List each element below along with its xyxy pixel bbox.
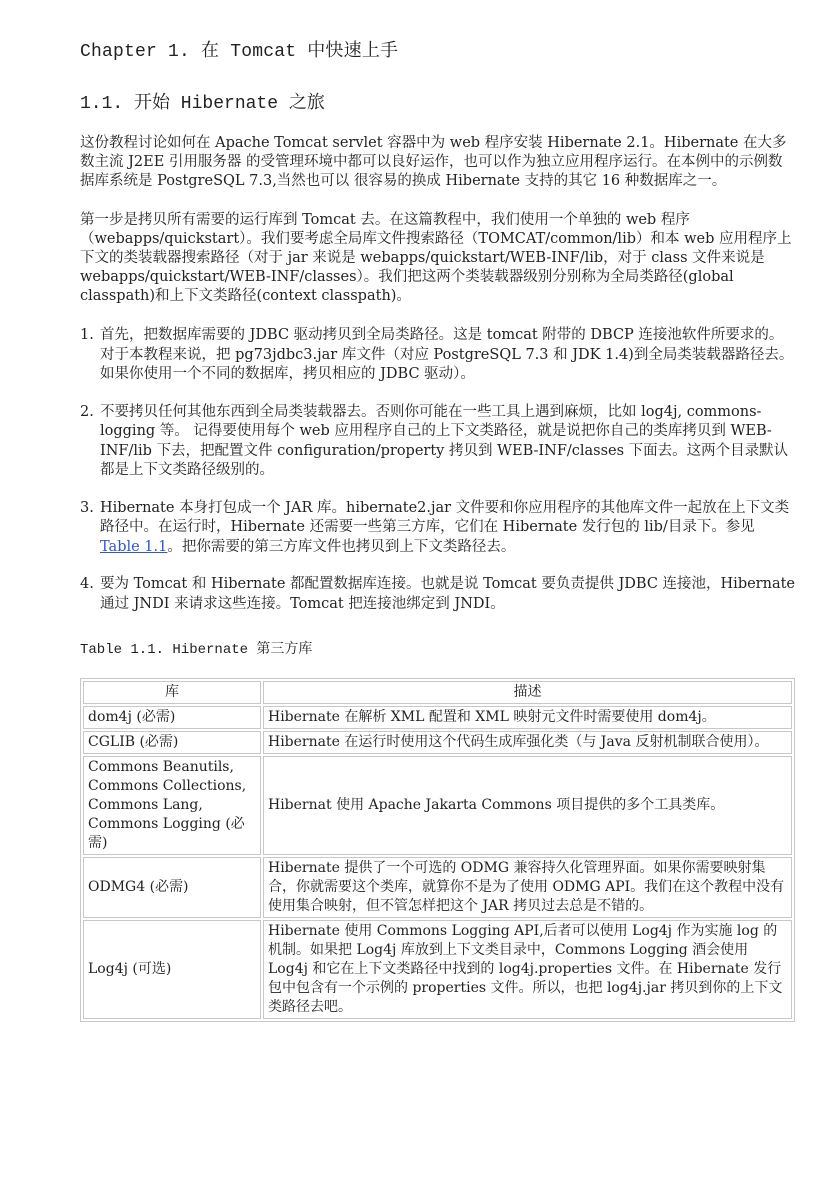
library-cell: Log4j (可选)	[83, 920, 261, 1019]
classpath-paragraph: 第一步是拷贝所有需要的运行库到 Tomcat 去。在这篇教程中，我们使用一个单独的 web 程序（webapps/quickstart）。我们要考虑全局库文件搜索路径（TOMCAT/common/lib）和本 web 应用程序上下文的类装载器搜索路径（对于 jar 来说是 webapps/quickstart/WEB-INF/lib，对于 class 文件来说是 webapps/quickstart/WEB-INF/classes）。我们把这两个类装载器级别分别称为全局类路径(global classpath)和上下文类路径(context classpath)。	[80, 212, 792, 304]
chapter-title: Chapter 1. 在 Tomcat 中快速上手	[80, 42, 399, 62]
list-item-text: 不要拷贝任何其他东西到全局类装载器去。否则你可能在一些工具上遇到麻烦，比如 log4j, commons-logging 等。 记得要使用每个 web 应用程序自己的上下文类路径，就是说把你自己的类库拷贝到 WEB-INF/lib 下去，把配置文件 configuration/property 拷贝到 WEB-INF/classes 下面去。这两个目录默认都是上下文类路径级别的。	[100, 403, 789, 478]
table-caption: Table 1.1. Hibernate 第三方库	[80, 642, 313, 658]
list-item-text: 。把你需要的第三方库文件也拷贝到上下文类路径去。	[167, 538, 516, 555]
list-item-number: 3.	[80, 499, 94, 516]
column-header-library: 库	[83, 681, 261, 704]
list-item-text: Hibernate 本身打包成一个 JAR 库。hibernate2.jar 文件要和你应用程序的其他库文件一起放在上下文类路径中。在运行时，Hibernate 还需要一些第三方库，它们在 Hibernate 发行包的 lib/目录下。参见	[100, 499, 790, 535]
description-cell: Hibernate 使用 Commons Logging API,后者可以使用 Log4j 作为实施 log 的机制。如果把 Log4j 库放到上下文类目录中，Commons Logging 酒会使用 Log4j 和它在上下文类路径中找到的 log4j.properties 文件。在 Hibernate 发行包中包含有一个示例的 properties 文件。所以，也把 log4j.jar 拷贝到你的上下文类路径去吧。	[263, 920, 792, 1019]
table-row	[83, 731, 792, 754]
library-cell: CGLIB (必需)	[83, 731, 261, 754]
description-cell: Hibernate 提供了一个可选的 ODMG 兼容持久化管理界面。如果你需要映射集合，你就需要这个类库，就算你不是为了使用 ODMG API。我们在这个教程中没有使用集合映射，但不管怎样把这个 JAR 拷贝过去总是不错的。	[263, 857, 792, 918]
table-row	[83, 706, 792, 729]
library-cell: Commons Beanutils, Commons Collections, Commons Lang, Commons Logging (必需)	[83, 756, 261, 855]
description-cell: Hibernate 在解析 XML 配置和 XML 映射元文件时需要使用 dom4j。	[263, 706, 792, 729]
table-header-row	[83, 681, 792, 704]
list-item-text: 要为 Tomcat 和 Hibernate 都配置数据库连接。也就是说 Tomcat 要负责提供 JDBC 连接池，Hibernate 通过 JNDI 来请求这些连接。Tomcat 把连接池绑定到 JNDI。	[100, 576, 795, 612]
list-item	[80, 575, 795, 614]
description-cell: Hibernat 使用 Apache Jakarta Commons 项目提供的多个工具类库。	[263, 756, 792, 855]
table-row	[83, 857, 792, 918]
table-row	[83, 920, 792, 1019]
list-item	[80, 499, 795, 558]
section-title: 1.1. 开始 Hibernate 之旅	[80, 94, 325, 114]
library-cell: dom4j (必需)	[83, 706, 261, 729]
list-item-number: 2.	[80, 403, 94, 420]
steps-list	[80, 326, 795, 614]
table-reference-link[interactable]: Table 1.1	[100, 538, 168, 555]
list-item-text: 首先，把数据库需要的 JDBC 驱动拷贝到全局类路径。这是 tomcat 附带的 DBCP 连接池软件所要求的。对于本教程来说，把 pg73jdbc3.jar 库文件（对应 PostgreSQL 7.3 和 JDK 1.4)到全局类装载器路径去。如果你使用一个不同的数据库，拷贝相应的 JDBC 驱动）。	[100, 327, 794, 382]
document-page	[80, 36, 795, 1022]
description-cell: Hibernate 在运行时使用这个代码生成库强化类（与 Java 反射机制联合使用）。	[263, 731, 792, 754]
list-item-number: 1.	[80, 327, 94, 343]
intro-paragraph: 这份教程讨论如何在 Apache Tomcat servlet 容器中为 web 程序安装 Hibernate 2.1。Hibernate 在大多数主流 J2EE 引用服务器 的受管理环境中都可以良好运作，也可以作为独立应用程序运行。在本例中的示例数据库系统是 PostgreSQL 7.3,当然也可以 很容易的换成 Hibernate 支持的其它 16 种数据库之一。	[80, 135, 787, 189]
column-header-description: 描述	[263, 681, 792, 704]
third-party-libraries-table	[80, 678, 795, 1022]
library-cell: ODMG4 (必需)	[83, 857, 261, 918]
list-item-number: 4.	[80, 576, 94, 592]
list-item	[80, 403, 795, 481]
table-row	[83, 756, 792, 855]
list-item	[80, 326, 795, 385]
